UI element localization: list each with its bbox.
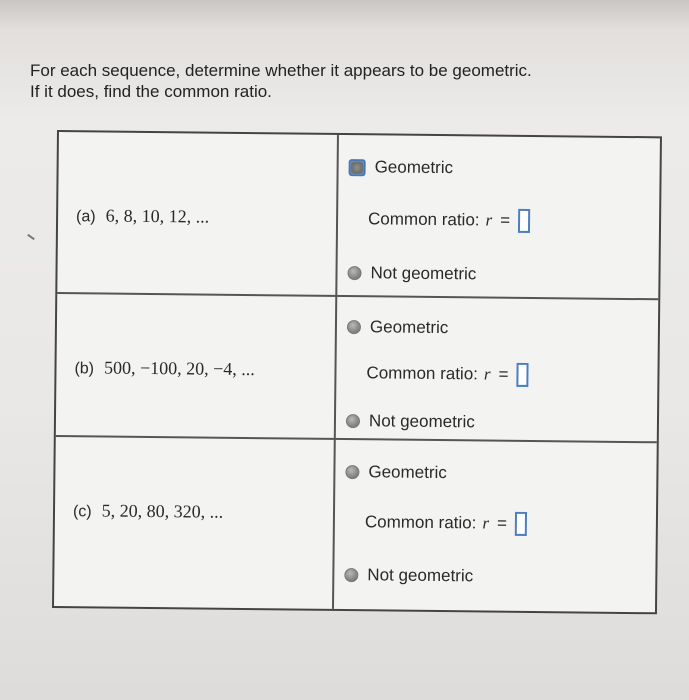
instructions-line-2: If it does, find the common ratio. xyxy=(30,82,272,101)
common-ratio-a xyxy=(368,207,530,233)
radio-not-geometric-b[interactable] xyxy=(346,414,360,428)
option-not-geometric-b[interactable] xyxy=(346,411,475,432)
sequence-a xyxy=(76,205,209,227)
option-label: Geometric xyxy=(368,462,447,483)
common-ratio-b xyxy=(366,361,528,387)
radio-geometric-b[interactable] xyxy=(347,320,361,334)
radio-not-geometric-c[interactable] xyxy=(344,568,358,582)
equals-sign: = xyxy=(500,210,511,230)
sequence-terms: 500, −100, 20, −4, ... xyxy=(103,357,255,380)
equals-sign: = xyxy=(498,364,509,384)
ratio-variable: r xyxy=(483,364,491,384)
table-row xyxy=(56,294,658,443)
sequence-b xyxy=(74,357,255,380)
sequence-label: (a) xyxy=(76,208,96,226)
table-row xyxy=(57,132,660,300)
radio-geometric-c[interactable] xyxy=(345,465,359,479)
table-row xyxy=(54,437,657,613)
option-label: Not geometric xyxy=(368,411,475,432)
sequence-terms: 5, 20, 80, 320, ... xyxy=(101,500,224,522)
ratio-label: Common ratio: xyxy=(364,512,477,533)
option-label: Geometric xyxy=(369,317,449,338)
option-geometric-a[interactable] xyxy=(349,157,454,178)
sequence-terms: 6, 8, 10, 12, ... xyxy=(105,205,210,227)
radio-geometric-a[interactable] xyxy=(349,159,366,176)
option-label: Geometric xyxy=(374,157,454,178)
option-geometric-c[interactable] xyxy=(345,462,447,483)
common-ratio-c xyxy=(365,510,527,536)
radio-not-geometric-a[interactable] xyxy=(347,266,361,280)
ratio-input-c[interactable] xyxy=(515,512,527,536)
sequence-c xyxy=(73,500,223,523)
ratio-label: Common ratio: xyxy=(366,363,479,384)
equals-sign: = xyxy=(496,513,508,533)
instructions-line-1: For each sequence, determine whether it appears to be geometric. xyxy=(30,61,532,80)
ratio-variable: r xyxy=(482,513,490,533)
instructions xyxy=(30,60,670,102)
ratio-input-a[interactable] xyxy=(518,209,530,233)
option-label: Not geometric xyxy=(367,565,474,586)
option-not-geometric-c[interactable] xyxy=(344,565,473,586)
question-table xyxy=(52,130,662,614)
ratio-input-b[interactable] xyxy=(516,363,528,387)
option-label: Not geometric xyxy=(370,263,477,284)
sequence-label: (c) xyxy=(72,503,92,521)
ratio-label: Common ratio: xyxy=(367,209,480,230)
option-not-geometric-a[interactable] xyxy=(347,263,476,284)
stray-mark xyxy=(27,234,35,240)
option-geometric-b[interactable] xyxy=(347,317,449,338)
sequence-label: (b) xyxy=(74,360,95,378)
ratio-variable: r xyxy=(485,210,493,230)
